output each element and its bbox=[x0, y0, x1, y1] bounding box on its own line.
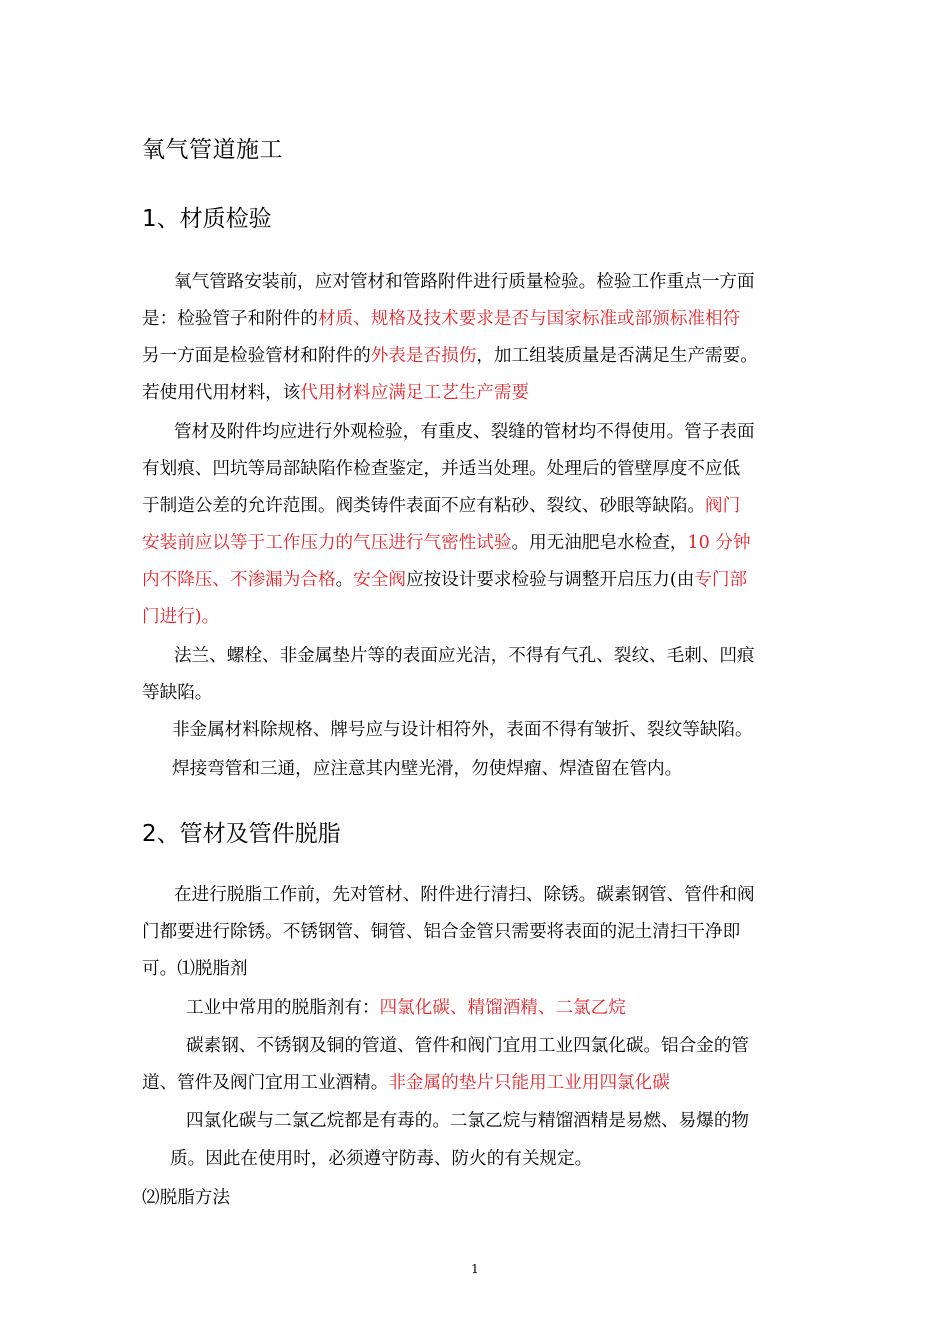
highlighted-text: 10 分钟 bbox=[687, 533, 751, 553]
text-segment: 非金属材料除规格、牌号应与设计相符外，表面不得有皱折、裂纹等缺陷。 bbox=[172, 720, 753, 740]
highlighted-text: 外表是否损伤 bbox=[370, 346, 477, 366]
text-segment: 管材及附件均应进行外观检验，有重皮、裂缝的管材均不得使用。管子表面 bbox=[174, 422, 755, 442]
text-segment: 应按设计要求检验与调整开启压力(由 bbox=[405, 570, 695, 590]
document-title: 氧气管道施工 bbox=[142, 137, 283, 163]
text-segment: 四氯化碳与二氯乙烷都是有毒的。二氯乙烷与精馏酒精是易燃、易爆的物 bbox=[186, 1111, 750, 1131]
text-segment: ，加工组装质量是否满足生产需要。 bbox=[476, 346, 758, 366]
text-segment: 氧气管路安装前，应对管材和管路附件进行质量检验。检验工作重点一方面 bbox=[174, 272, 755, 292]
text-line bbox=[186, 996, 626, 1020]
text-line bbox=[142, 494, 740, 518]
text-segment: 工业中常用的脱脂剂有： bbox=[186, 998, 380, 1018]
text-segment: 碳素钢、不锈钢及铜的管道、管件和阀门宜用工业四氯化碳。铝合金的管 bbox=[186, 1036, 750, 1056]
text-segment: 法兰、螺栓、非金属垫片等的表面应光洁，不得有气孔、裂纹、毛刺、凹痕 bbox=[174, 646, 755, 666]
text-segment: 若使用代用材料，该 bbox=[142, 383, 301, 403]
text-segment: 等缺陷。 bbox=[142, 683, 213, 703]
text-line bbox=[172, 757, 682, 781]
section-heading-2: 2、管材及管件脱脂 bbox=[142, 821, 341, 847]
text-segment: 另一方面是检验管材和附件的 bbox=[142, 346, 371, 366]
highlighted-text: 门进行)。 bbox=[142, 607, 220, 627]
section-heading-1: 1、材质检验 bbox=[142, 206, 272, 232]
text-segment: 道、管件及阀门宜用工业酒精。 bbox=[142, 1073, 389, 1093]
highlighted-text: 材质、规格及技术要求是否与国家标准或部颁标准相符 bbox=[317, 309, 741, 329]
text-line bbox=[172, 718, 753, 742]
text-line bbox=[174, 883, 755, 907]
text-line bbox=[170, 1147, 592, 1171]
text-segment: 焊接弯管和三通，应注意其内壁光滑，勿使焊瘤、焊渣留在管内。 bbox=[172, 759, 683, 779]
highlighted-text: 内不降压、不渗漏为合格 bbox=[142, 570, 336, 590]
text-line bbox=[174, 420, 755, 444]
text-segment: 门都要进行除锈。不锈钢管、铜管、铝合金管只需要将表面的泥土清扫干净即 bbox=[142, 922, 741, 942]
highlighted-text: 四氯化碳、精馏酒精、二氯乙烷 bbox=[379, 998, 626, 1018]
highlighted-text: 非金属的垫片只能用工业用四氯化碳 bbox=[388, 1073, 670, 1093]
highlighted-text: 安全阀 bbox=[353, 570, 406, 590]
text-segment: 在进行脱脂工作前，先对管材、附件进行清扫、除锈。碳素钢管、管件和阀 bbox=[174, 885, 755, 905]
text-line bbox=[142, 957, 248, 981]
text-segment: 于制造公差的允许范围。阀类铸件表面不应有粘砂、裂纹、砂眼等缺陷。 bbox=[142, 496, 706, 516]
text-segment: 是：检验管子和附件的 bbox=[142, 309, 318, 329]
highlighted-text: 阀门 bbox=[705, 496, 741, 516]
text-segment: 。 bbox=[335, 570, 354, 590]
text-line bbox=[142, 1071, 670, 1095]
text-line bbox=[142, 307, 740, 331]
text-segment: ⑵脱脂方法 bbox=[142, 1188, 230, 1208]
highlighted-text: 专门部 bbox=[694, 570, 748, 590]
text-line bbox=[186, 1109, 749, 1133]
page-number: 1 bbox=[471, 1262, 479, 1276]
highlighted-text: 代用材料应满足工艺生产需要 bbox=[300, 383, 530, 403]
text-segment: 可。⑴脱脂剂 bbox=[142, 959, 248, 979]
text-line bbox=[186, 1034, 749, 1058]
text-line bbox=[174, 644, 755, 668]
text-line bbox=[142, 457, 740, 481]
text-segment: 质。因此在使用时，必须遵守防毒、防火的有关规定。 bbox=[170, 1149, 593, 1169]
text-line bbox=[142, 568, 747, 592]
text-line bbox=[142, 605, 219, 629]
text-line bbox=[142, 381, 529, 405]
text-line bbox=[142, 344, 758, 368]
text-line bbox=[174, 270, 755, 294]
text-line bbox=[142, 920, 740, 944]
text-line bbox=[142, 531, 751, 555]
text-segment: 。用无油肥皂水检查， bbox=[511, 533, 688, 553]
text-line bbox=[142, 681, 212, 705]
highlighted-text: 安装前应以等于工作压力的气压进行气密性试验 bbox=[142, 533, 512, 553]
text-segment: 有划痕、凹坑等局部缺陷作检查鉴定，并适当处理。处理后的管壁厚度不应低 bbox=[142, 459, 741, 479]
text-line bbox=[142, 1186, 230, 1210]
